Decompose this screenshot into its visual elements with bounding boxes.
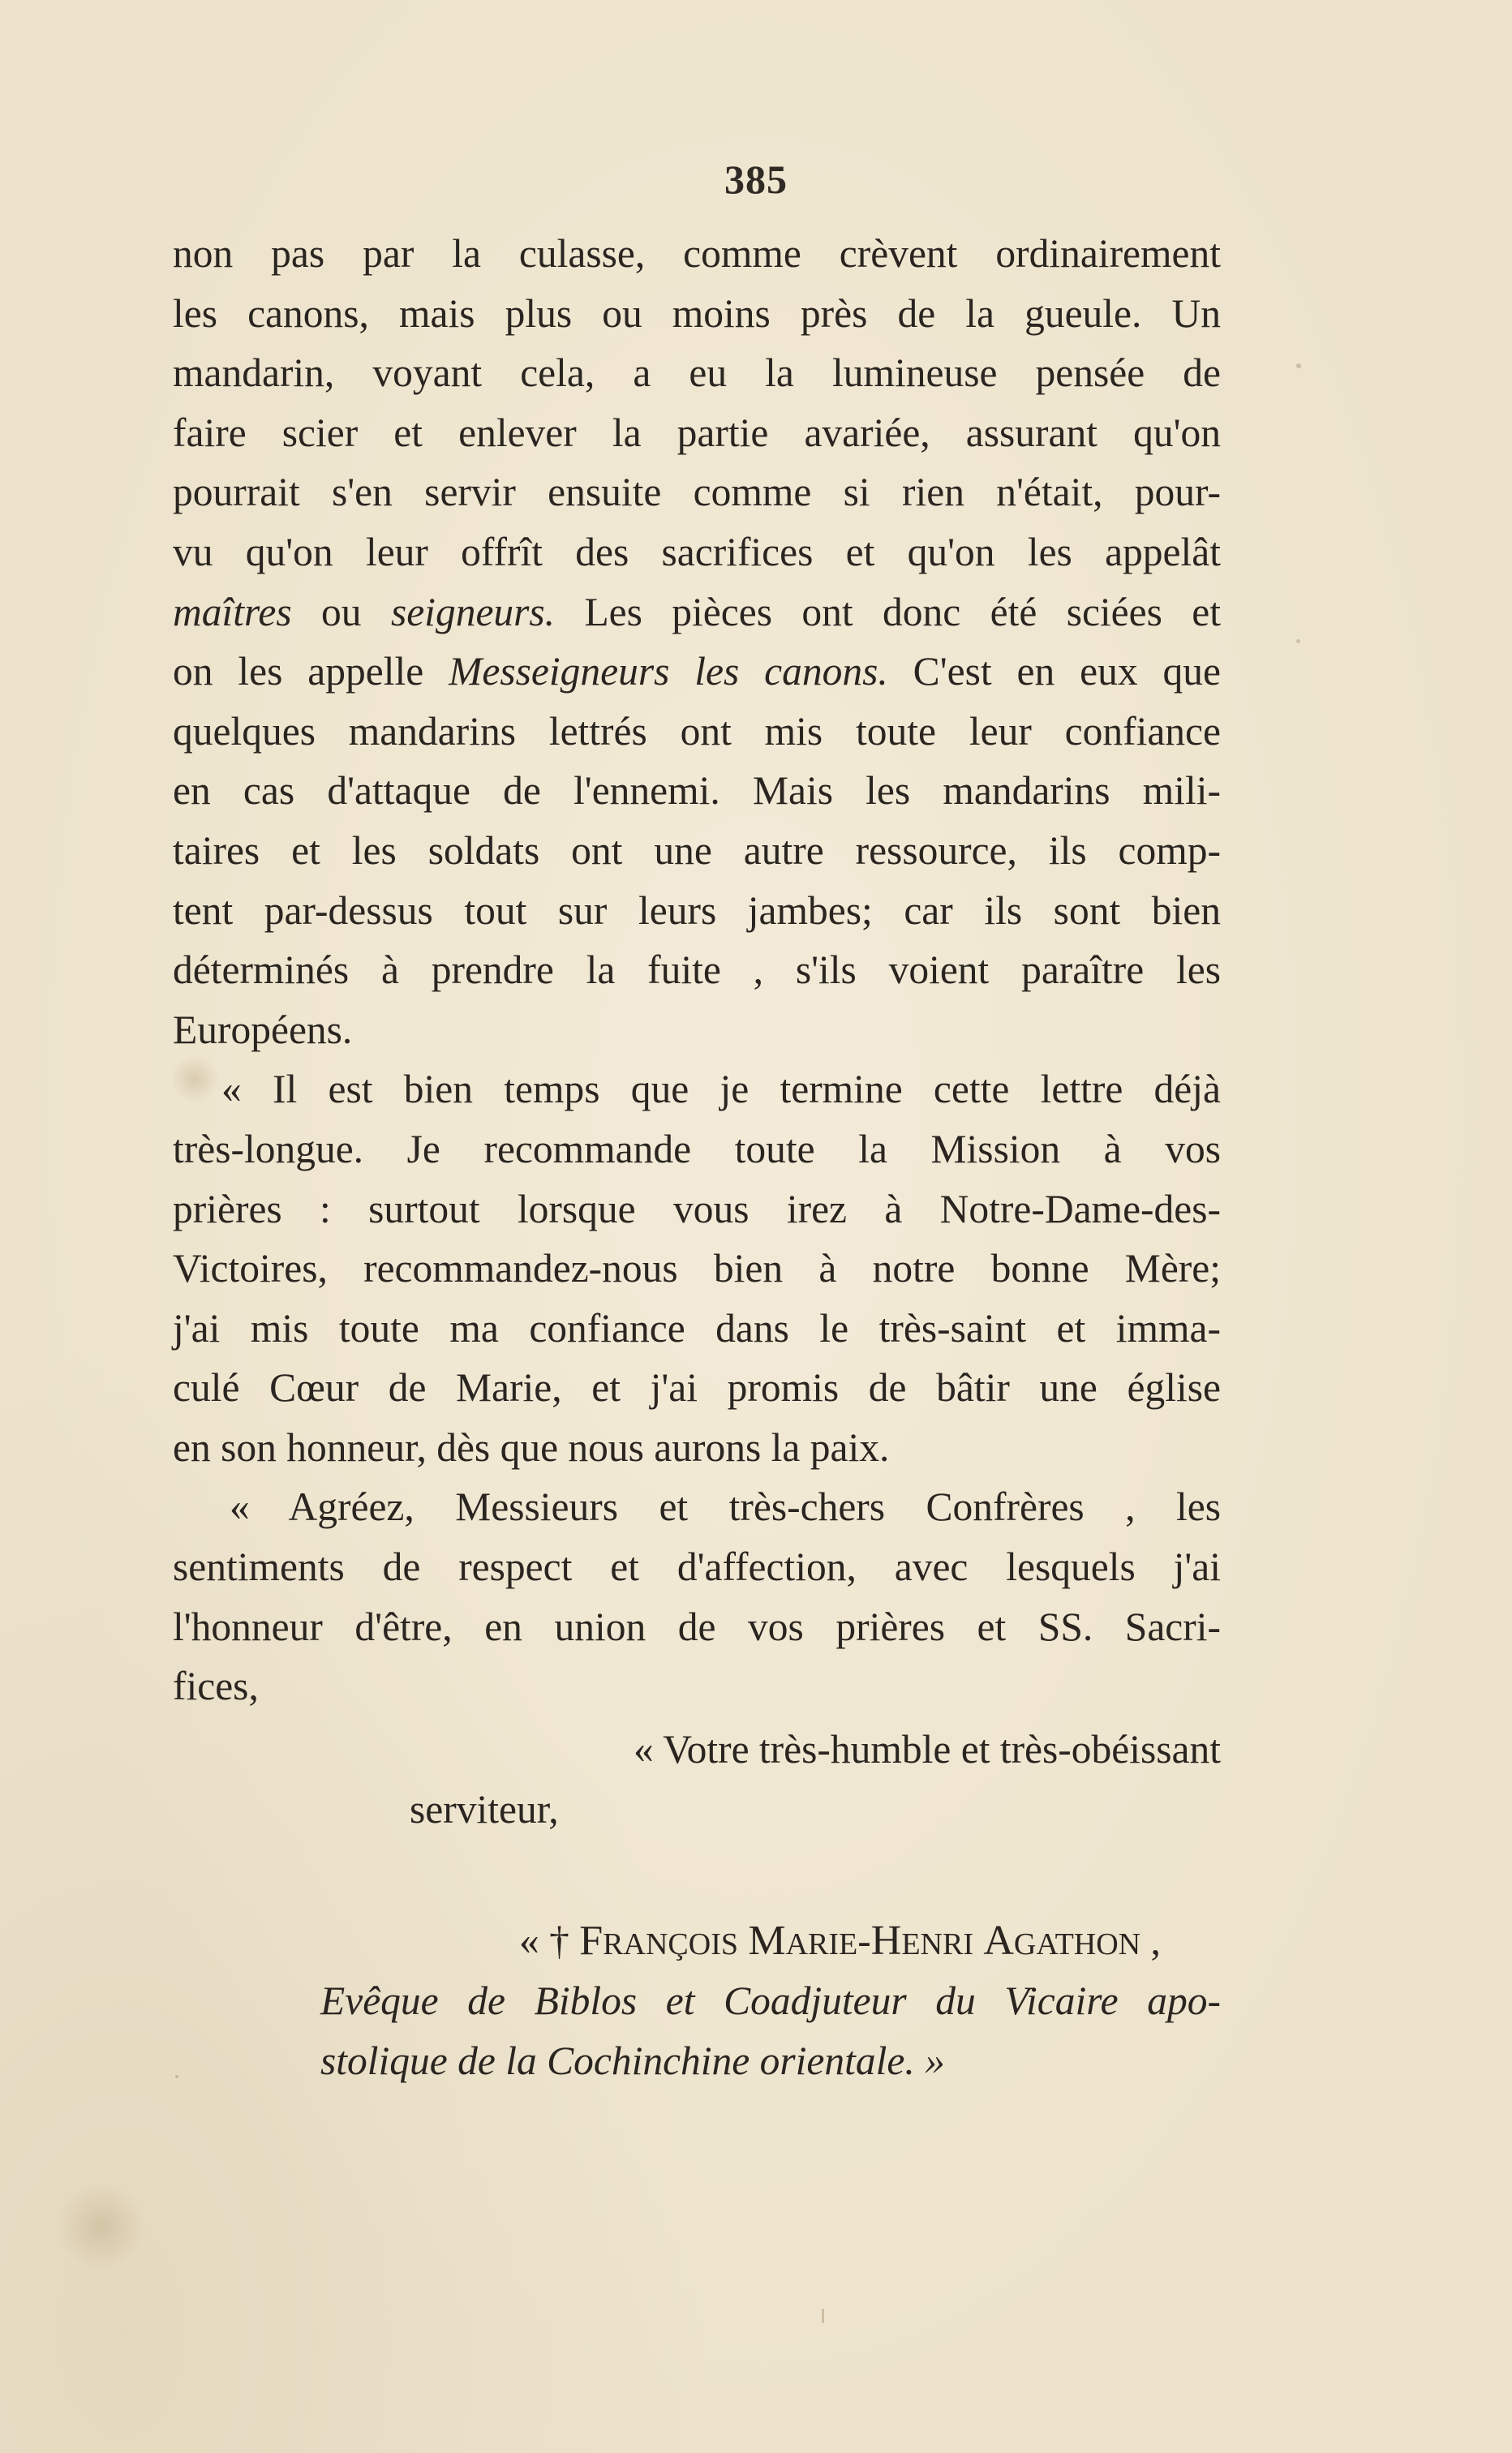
paper-speck xyxy=(1296,639,1300,643)
text-line: fices, xyxy=(173,1664,259,1709)
italic-word: seigneurs. xyxy=(390,589,556,634)
closing-formula: « Votre très-humble et très-obéissant xyxy=(633,1727,1221,1772)
paper-speck xyxy=(1296,363,1301,368)
small-caps-text: RANÇOIS xyxy=(603,1927,738,1961)
text-fragment: Les pièces ont donc été sciées et xyxy=(555,589,1222,634)
text-line: vu qu'on leur offrît des sacrifices et qu'on les appelât xyxy=(173,529,1221,574)
text-line: « Il est bien temps que je termine cette lettre déjà xyxy=(221,1067,1221,1112)
small-caps-initial: A xyxy=(983,1918,1014,1964)
text-line: très-longue. Je recommande toute la Mission à vos xyxy=(173,1126,1221,1171)
text-line: en son honneur, dès que nous aurons la paix. xyxy=(173,1424,890,1470)
text-line: faire scier et enlever la partie avariée, assurant qu'on xyxy=(173,410,1221,455)
text-line: les canons, mais plus ou moins près de la gueule. Un xyxy=(173,290,1221,336)
small-caps-initial: M xyxy=(748,1918,786,1964)
text-line: déterminés à prendre la fuite , s'ils voient paraître les xyxy=(173,947,1221,993)
text-line xyxy=(173,642,1221,702)
signature-title: Evêque de Biblos et Coadjuteur du Vicaire apo- xyxy=(320,1978,1221,2023)
small-caps-initial: F xyxy=(579,1918,604,1964)
text-line: j'ai mis toute ma confiance dans le très-saint et imma- xyxy=(173,1305,1221,1351)
text-line: prières : surtout lorsque vous irez à Notre-Dame-des- xyxy=(173,1186,1221,1231)
small-caps-text: ARIE xyxy=(785,1927,858,1961)
text-line: mandarin, voyant cela, a eu la lumineuse pensée de xyxy=(173,350,1221,396)
text-line xyxy=(173,582,1221,642)
italic-word: maîtres xyxy=(173,589,292,634)
small-caps-text: ENRI xyxy=(901,1927,973,1961)
closing-formula-end: serviteur, xyxy=(410,1787,559,1832)
text-fragment: , xyxy=(1140,1918,1161,1963)
paper-stain xyxy=(170,1055,219,1103)
italic-phrase: Messeigneurs les canons. xyxy=(449,649,888,694)
page-number: 385 xyxy=(724,157,788,202)
text-line: en cas d'attaque de l'ennemi. Mais les mandarins mili- xyxy=(173,768,1221,814)
text-line: l'honneur d'être, en union de vos prières et SS. Sacri- xyxy=(173,1604,1221,1649)
text-line: sentiments de respect et d'affection, avec lesquels j'ai xyxy=(173,1544,1221,1590)
text-fragment: « † xyxy=(519,1918,580,1963)
text-line: quelques mandarins lettrés ont mis toute leur confiance xyxy=(173,708,1221,754)
text-line: « Agréez, Messieurs et très-chers Confrères , les xyxy=(230,1484,1221,1530)
signature-name xyxy=(519,1911,1233,1975)
paper-speck xyxy=(175,2075,178,2078)
text-line: taires et les soldats ont une autre ressource, ils comp- xyxy=(173,827,1221,873)
text-line: culé Cœur de Marie, et j'ai promis de bâtir une église xyxy=(173,1365,1221,1411)
paper-speck xyxy=(822,2309,824,2323)
text-fragment: on les appelle xyxy=(173,649,449,694)
text-fragment: - xyxy=(857,1918,871,1963)
text-line: Victoires, recommandez-nous bien à notre bonne Mère; xyxy=(173,1246,1221,1291)
text-line: tent par-dessus tout sur leurs jambes; car ils sont bien xyxy=(173,887,1221,933)
small-caps-initial: H xyxy=(870,1918,902,1964)
text-line: Européens. xyxy=(173,1007,353,1052)
text-line: pourrait s'en servir ensuite comme si rien n'était, pour- xyxy=(173,470,1221,515)
paper-stain xyxy=(57,2182,146,2271)
text-line: non pas par la culasse, comme crèvent ordinairement xyxy=(173,231,1221,276)
small-caps-text: GATHON xyxy=(1013,1927,1141,1961)
signature-title: stolique de la Cochinchine orientale. » xyxy=(320,2038,945,2083)
text-fragment: ou xyxy=(291,589,391,634)
text-fragment: C'est en eux que xyxy=(887,649,1221,694)
letter-body xyxy=(173,224,1221,1716)
